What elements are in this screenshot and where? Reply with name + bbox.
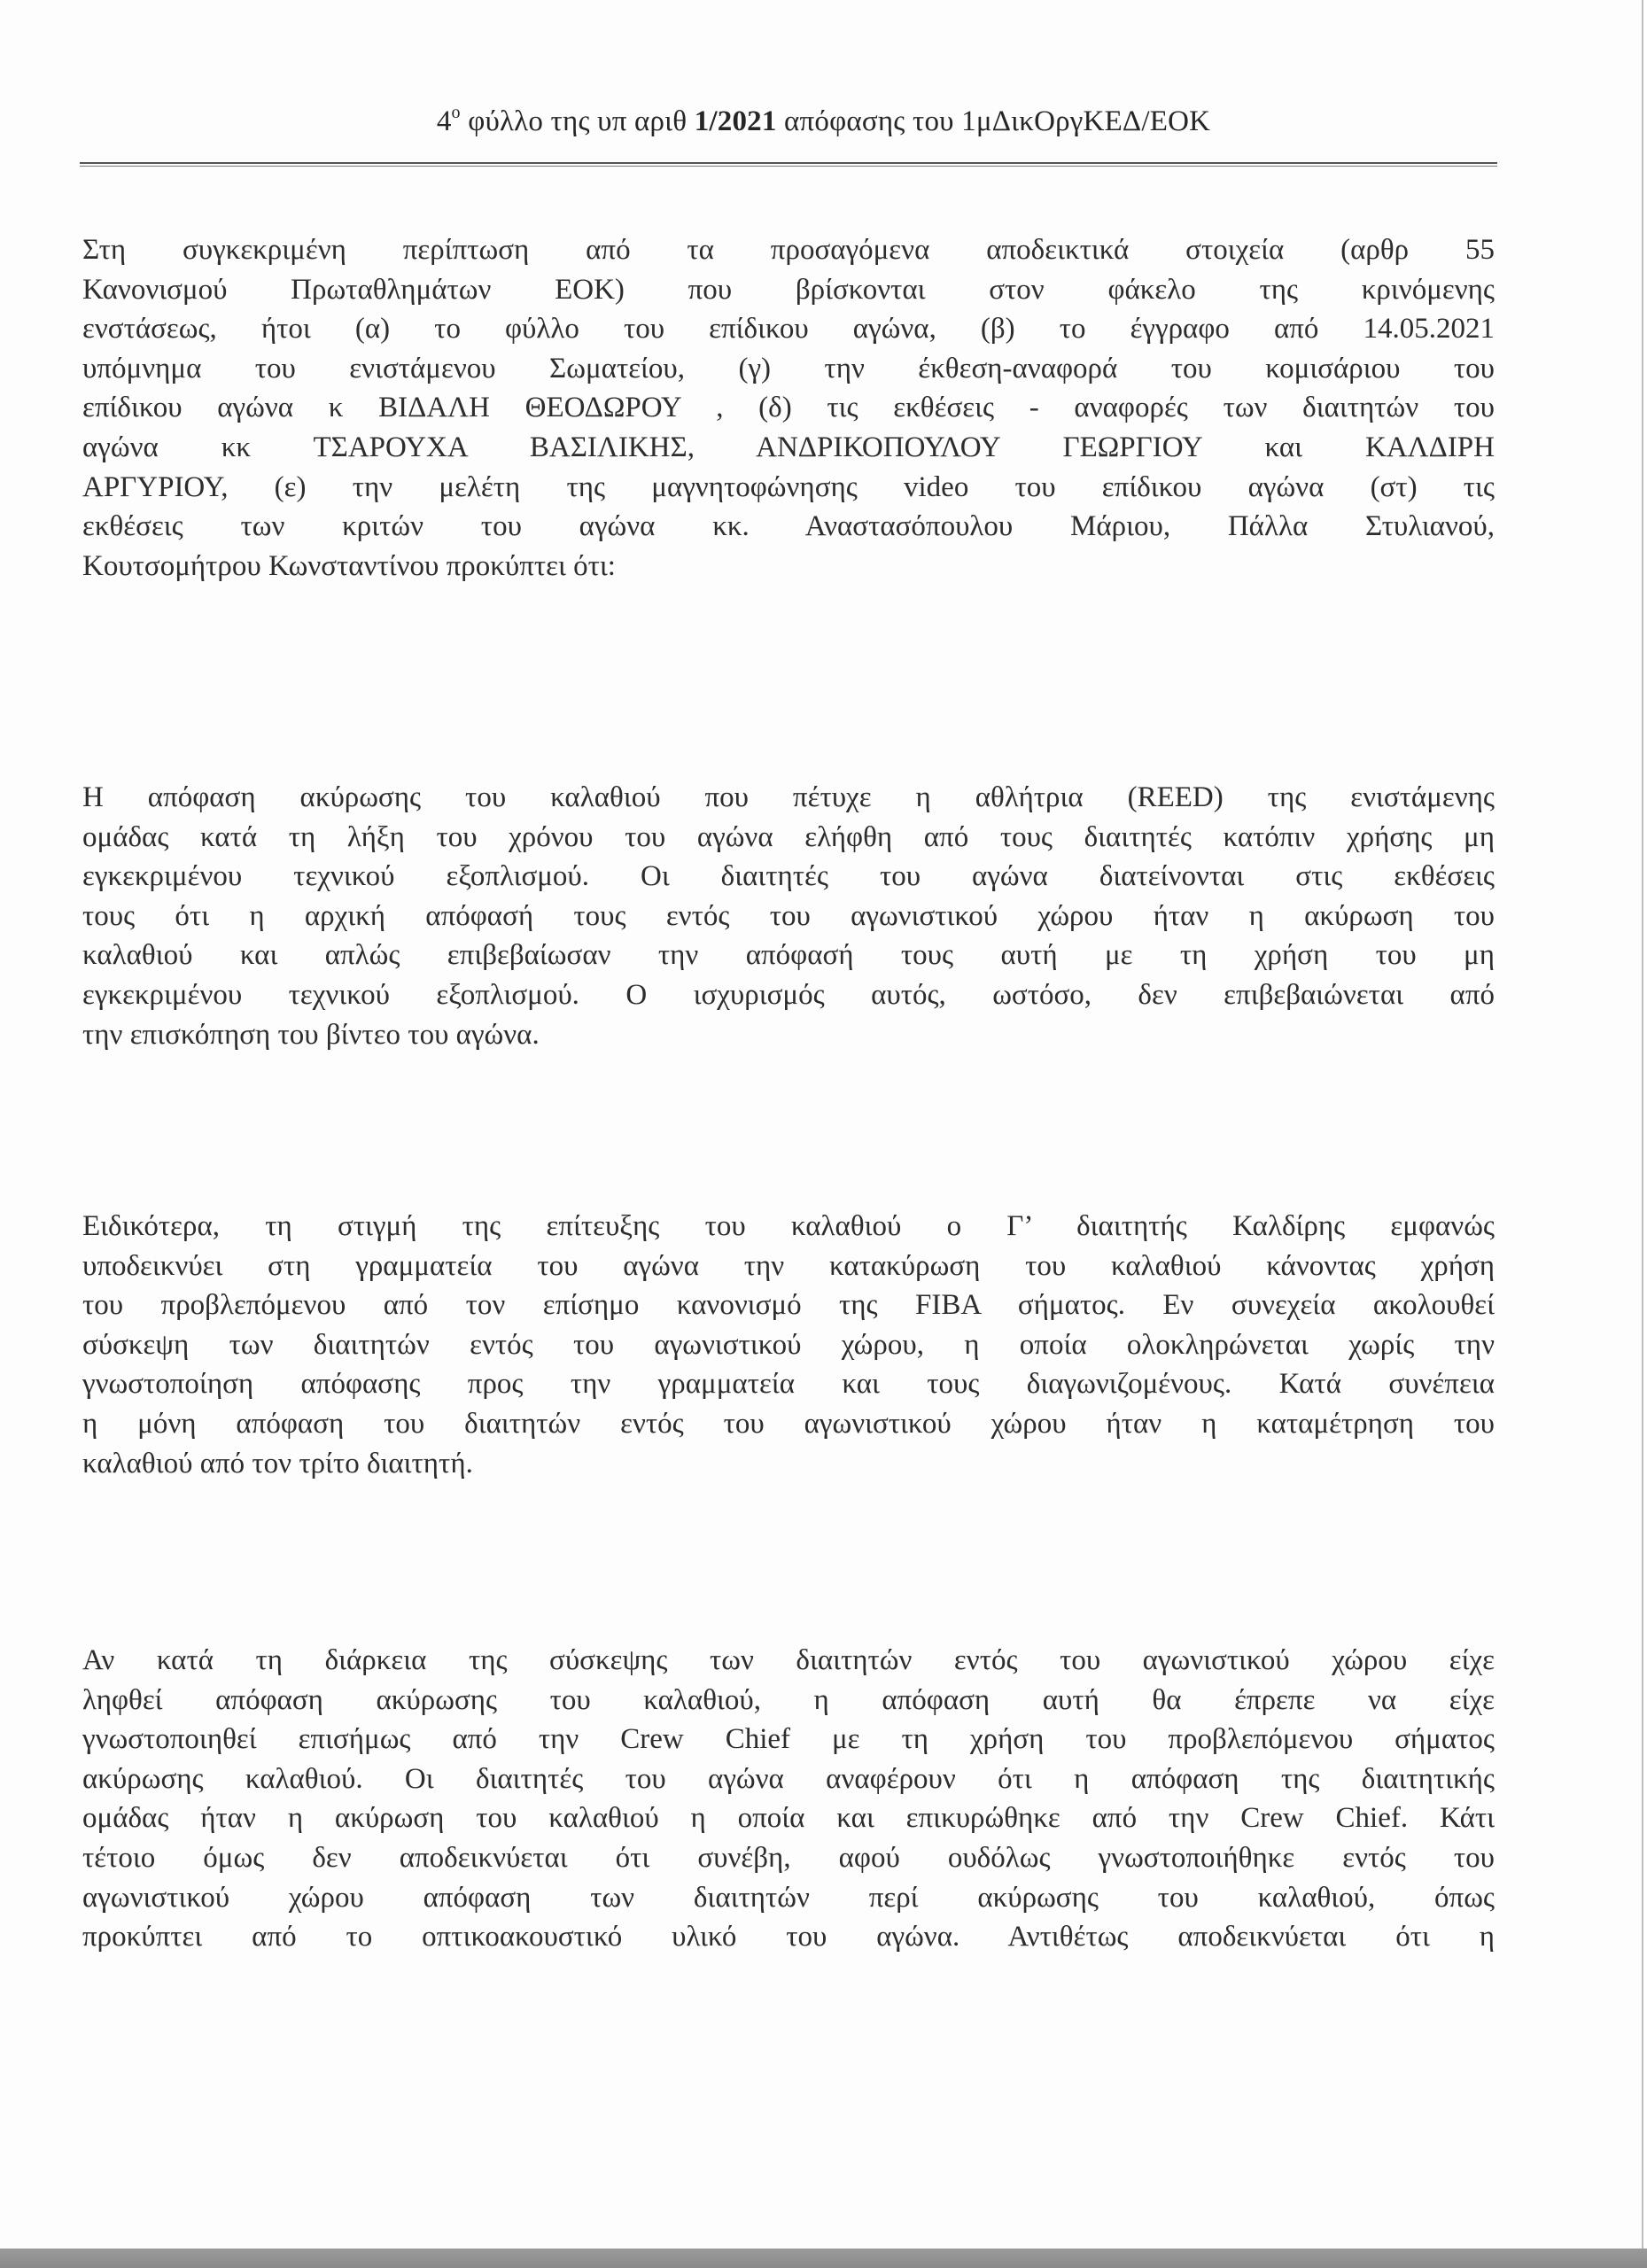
text-line: εγκεκριμένου τεχνικού εξοπλισμού. Ο ισχυρισμός αυτός, ωστόσο, δεν επιβεβαιώνεται από bbox=[82, 978, 1495, 1011]
text-line: εγκεκριμένου τεχνικού εξοπλισμού. Οι διαιτητές του αγώνα διατείνονται στις εκθέσεις bbox=[82, 860, 1495, 893]
text-line: Στη συγκεκριμένη περίπτωση από τα προσαγόμενα αποδεικτικά στοιχεία (αρθρ 55 bbox=[82, 234, 1495, 266]
header-text-part2: απόφασης του 1μΔικΟργΚΕΔ/ΕΟΚ bbox=[776, 105, 1211, 137]
text-line: ακύρωσης καλαθιού. Οι διαιτητές του αγώνα αναφέρουν ότι η απόφαση της διαιτητικής bbox=[82, 1762, 1495, 1795]
paragraph-3 bbox=[82, 1207, 1495, 1483]
text-line: γνωστοποιηθεί επισήμως από την Crew Chief με τη χρήση του προβλεπόμενου σήματος bbox=[82, 1723, 1495, 1756]
paragraph-4 bbox=[82, 1641, 1495, 1957]
text-line: τους ότι η αρχική απόφασή τους εντός του αγωνιστικού χώρου ήταν η ακύρωση του bbox=[82, 899, 1495, 932]
text-line: ληφθεί απόφαση ακύρωσης του καλαθιού, η απόφαση αυτή θα έπρεπε να είχε bbox=[82, 1683, 1495, 1716]
text-line: αγωνιστικού χώρου απόφαση των διαιτητών περί ακύρωσης του καλαθιού, όπως bbox=[82, 1881, 1495, 1914]
text-line: προκύπτει από το οπτικοακουστικό υλικό του αγώνα. Αντιθέτως αποδεικνύεται ότι η bbox=[82, 1921, 1495, 1953]
paragraph-2 bbox=[82, 778, 1495, 1054]
text-line: Ειδικότερα, τη στιγμή της επίτευξης του καλαθιού ο Γ’ διαιτητής Καλδίρης εμφανώς bbox=[82, 1210, 1495, 1242]
text-line: Κανονισμού Πρωταθλημάτων ΕΟΚ) που βρίσκονται στον φάκελο της κρινόμενης bbox=[82, 273, 1495, 306]
text-line: καλαθιού από τον τρίτο διαιτητή. bbox=[82, 1447, 473, 1480]
text-line: η μόνη απόφαση του διαιτητών εντός του αγωνιστικού χώρου ήταν η καταμέτρηση του bbox=[82, 1407, 1495, 1440]
header-text-part1: φύλλο της υπ αριθ bbox=[460, 105, 695, 137]
sheet-ordinal-suffix: ο bbox=[451, 103, 461, 122]
text-line: σύσκεψη των διαιτητών εντός του αγωνιστικού χώρου, η οποία ολοκληρώνεται χωρίς την bbox=[82, 1328, 1495, 1361]
text-line: υποδεικνύει στη γραμματεία του αγώνα την κατακύρωση του καλαθιού κάνοντας χρήση bbox=[82, 1249, 1495, 1282]
scan-bottom-edge bbox=[0, 2249, 1647, 2268]
text-line: τέτοιο όμως δεν αποδεικνύεται ότι συνέβη, αφού ουδόλως γνωστοποιήθηκε εντός του bbox=[82, 1841, 1495, 1874]
text-line: ενστάσεως, ήτοι (α) το φύλλο του επίδικου αγώνα, (β) το έγγραφο από 14.05.2021 bbox=[82, 313, 1495, 346]
text-line: του προβλεπόμενου από τον επίσημο κανονισμό της FIBA σήματος. Εν συνεχεία ακολουθεί bbox=[82, 1289, 1495, 1322]
paragraph-1 bbox=[82, 230, 1495, 586]
text-line: ομάδας κατά τη λήξη του χρόνου του αγώνα ελήφθη από τους διαιτητές κατόπιν χρήσης μη bbox=[82, 820, 1495, 853]
text-line: Η απόφαση ακύρωσης του καλαθιού που πέτυχε η αθλήτρια (REED) της ενιστάμενης bbox=[82, 781, 1495, 813]
text-line: γνωστοποίηση απόφασης προς την γραμματεία και τους διαγωνιζομένους. Κατά συνέπεια bbox=[82, 1368, 1495, 1401]
text-line: αγώνα κκ ΤΣΑΡΟΥΧΑ ΒΑΣΙΛΙΚΗΣ, ΑΝΔΡΙΚΟΠΟΥΛΟΥ ΓΕΩΡΓΙΟΥ και ΚΑΛΔΙΡΗ bbox=[82, 431, 1495, 463]
text-line: την επισκόπηση του βίντεο του αγώνα. bbox=[82, 1018, 540, 1051]
text-line: υπόμνημα του ενιστάμενου Σωματείου, (γ) την έκθεση-αναφορά του κομισάριου του bbox=[82, 352, 1495, 384]
text-line: εκθέσεις των κριτών του αγώνα κκ. Αναστασόπουλου Μάριου, Πάλλα Στυλιανού, bbox=[82, 510, 1495, 543]
text-line: επίδικου αγώνα κ ΒΙΔΑΛΗ ΘΕΟΔΩΡΟΥ , (δ) τις εκθέσεις - αναφορές των διαιτητών του bbox=[82, 392, 1495, 424]
page-header-title bbox=[0, 105, 1647, 138]
text-line: καλαθιού και απλώς επιβεβαίωσαν την απόφασή τους αυτή με τη χρήση του μη bbox=[82, 939, 1495, 972]
text-line: ομάδας ήταν η ακύρωση του καλαθιού η οποία και επικυρώθηκε από την Crew Chief. Κάτι bbox=[82, 1802, 1495, 1835]
text-line: ΑΡΓΥΡΙΟΥ, (ε) την μελέτη της μαγνητοφώνησης video του επίδικου αγώνα (στ) τις bbox=[82, 470, 1495, 503]
text-line: Κουτσομήτρου Κωνσταντίνου προκύπτει ότι: bbox=[82, 549, 616, 582]
header-divider bbox=[80, 162, 1497, 167]
decision-number: 1/2021 bbox=[694, 105, 777, 137]
sheet-number: 4 bbox=[436, 105, 452, 137]
text-line: Αν κατά τη διάρκεια της σύσκεψης των διαιτητών εντός του αγωνιστικού χώρου είχε bbox=[82, 1644, 1495, 1676]
